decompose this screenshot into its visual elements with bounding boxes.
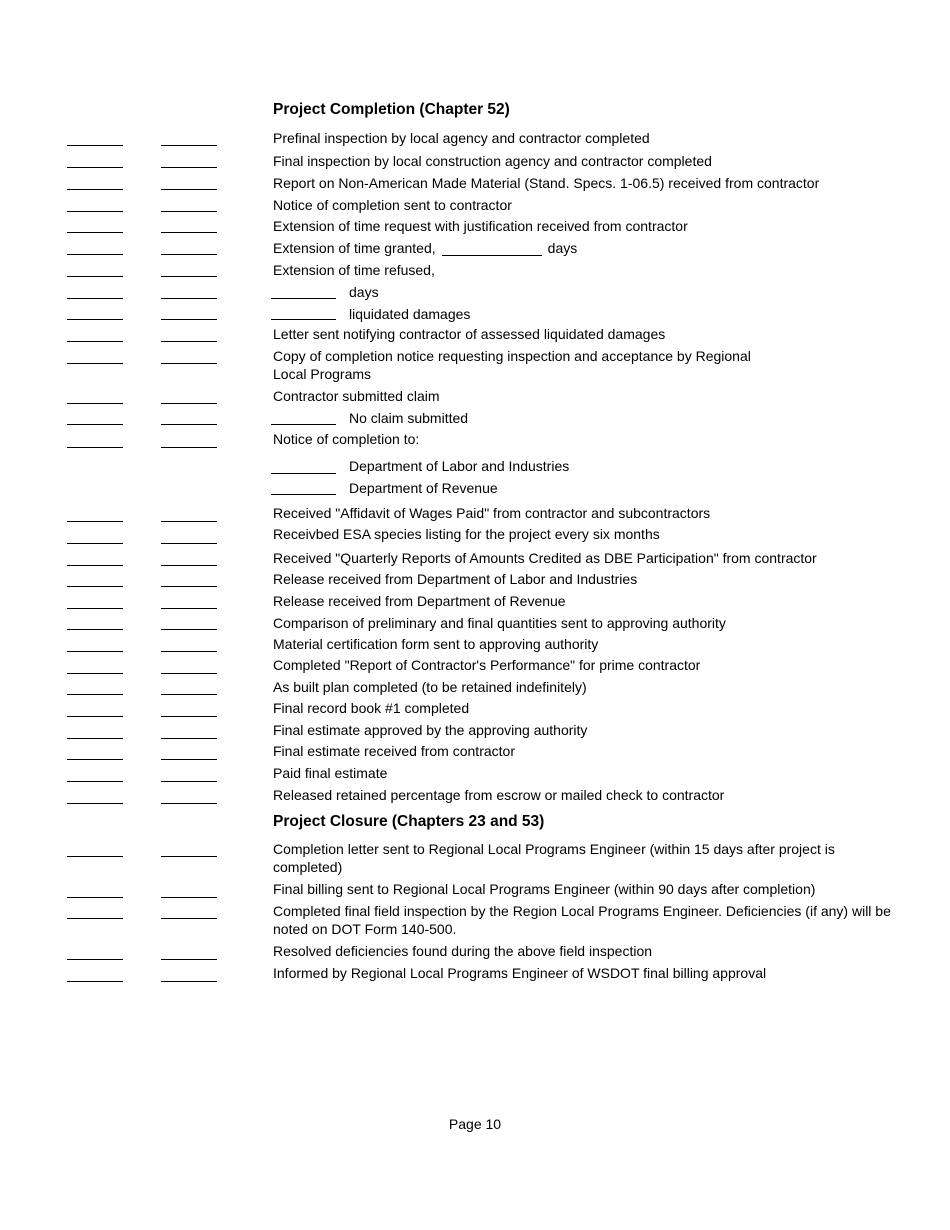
item-notice-sent: Notice of completion sent to contractor (273, 197, 512, 213)
item-no-claim: No claim submitted (349, 410, 469, 426)
date-blank[interactable] (161, 959, 217, 960)
date-blank[interactable] (161, 341, 217, 342)
date-blank[interactable] (161, 319, 217, 320)
initials-blank[interactable] (67, 918, 123, 919)
initials-blank[interactable] (67, 145, 123, 146)
item-field-inspection: Completed final field inspection by the Region Local Programs Engineer. Deficiencies (if any) will be noted on DOT Form 140-500. (273, 903, 891, 937)
initials-blank[interactable] (67, 521, 123, 522)
item-prefinal: Prefinal inspection by local agency and contractor completed (273, 130, 650, 146)
extension-granted-suffix: days (547, 240, 578, 256)
initials-blank[interactable] (67, 447, 123, 448)
section-heading-closure: Project Closure (Chapters 23 and 53) (273, 813, 545, 830)
item-dept-revenue: Department of Revenue (349, 480, 498, 496)
item-refused-days: days (349, 284, 379, 300)
initials-blank[interactable] (67, 959, 123, 960)
date-blank[interactable] (161, 981, 217, 982)
initials-blank[interactable] (67, 565, 123, 566)
item-final-inspection: Final inspection by local construction agency and contractor completed (273, 153, 712, 169)
initials-blank[interactable] (67, 543, 123, 544)
item-affidavit: Received "Affidavit of Wages Paid" from contractor and subcontractors (273, 505, 711, 521)
initials-blank[interactable] (67, 232, 123, 233)
initials-blank[interactable] (67, 651, 123, 652)
date-blank[interactable] (161, 565, 217, 566)
initials-blank[interactable] (67, 403, 123, 404)
item-final-billing: Final billing sent to Regional Local Programs Engineer (within 90 days after completion) (273, 881, 816, 897)
item-paid-estimate: Paid final estimate (273, 765, 388, 781)
date-blank[interactable] (161, 608, 217, 609)
initials-blank[interactable] (67, 759, 123, 760)
item-performance: Completed "Report of Contractor's Performance" for prime contractor (273, 657, 701, 673)
date-blank[interactable] (161, 781, 217, 782)
item-extension-refused: Extension of time refused, (273, 262, 435, 278)
date-blank[interactable] (161, 211, 217, 212)
initials-blank[interactable] (67, 319, 123, 320)
extension-granted-prefix: Extension of time granted, (273, 240, 436, 256)
item-as-built: As built plan completed (to be retained indefinitely) (273, 679, 587, 695)
item-dbe: Received "Quarterly Reports of Amounts Credited as DBE Participation" from contractor (273, 550, 817, 566)
item-completion-letter: Completion letter sent to Regional Local Programs Engineer (within 15 days after project is completed) (273, 841, 835, 875)
section-heading-completion: Project Completion (Chapter 52) (273, 101, 510, 118)
item-refused-damages: liquidated damages (349, 306, 471, 322)
date-blank[interactable] (161, 918, 217, 919)
initials-blank[interactable] (67, 856, 123, 857)
date-blank[interactable] (161, 363, 217, 364)
initials-blank[interactable] (67, 586, 123, 587)
date-blank[interactable] (161, 403, 217, 404)
date-blank[interactable] (161, 189, 217, 190)
date-blank[interactable] (161, 856, 217, 857)
date-blank[interactable] (161, 694, 217, 695)
item-copy-notice: Copy of completion notice requesting inspection and acceptance by Regional Local Programs (273, 348, 751, 382)
date-blank[interactable] (161, 424, 217, 425)
dept-labor-blank[interactable] (271, 473, 336, 474)
initials-blank[interactable] (67, 608, 123, 609)
item-comparison: Comparison of preliminary and final quantities sent to approving authority (273, 615, 726, 631)
date-blank[interactable] (161, 447, 217, 448)
item-notice-to: Notice of completion to: (273, 431, 420, 447)
extension-days-blank[interactable] (442, 241, 542, 256)
date-blank[interactable] (161, 276, 217, 277)
date-blank[interactable] (161, 716, 217, 717)
item-release-labor: Release received from Department of Labor and Industries (273, 571, 638, 587)
item-non-american: Report on Non-American Made Material (Stand. Specs. 1-06.5) received from contractor (273, 175, 820, 191)
initials-blank[interactable] (67, 716, 123, 717)
date-blank[interactable] (161, 759, 217, 760)
date-blank[interactable] (161, 803, 217, 804)
initials-blank[interactable] (67, 738, 123, 739)
date-blank[interactable] (161, 629, 217, 630)
item-esa: Receivbed ESA species listing for the project every six months (273, 526, 660, 542)
initials-blank[interactable] (67, 981, 123, 982)
initials-blank[interactable] (67, 694, 123, 695)
date-blank[interactable] (161, 673, 217, 674)
item-claim-submitted: Contractor submitted claim (273, 388, 440, 404)
initials-blank[interactable] (67, 803, 123, 804)
date-blank[interactable] (161, 145, 217, 146)
item-released-retained: Released retained percentage from escrow or mailed check to contractor (273, 787, 725, 803)
initials-blank[interactable] (67, 897, 123, 898)
initials-blank[interactable] (67, 298, 123, 299)
initials-blank[interactable] (67, 629, 123, 630)
dept-revenue-blank[interactable] (271, 494, 336, 495)
item-extension-request: Extension of time request with justification received from contractor (273, 218, 688, 234)
initials-blank[interactable] (67, 189, 123, 190)
date-blank[interactable] (161, 254, 217, 255)
initials-blank[interactable] (67, 781, 123, 782)
initials-blank[interactable] (67, 363, 123, 364)
item-record-book: Final record book #1 completed (273, 700, 470, 716)
date-blank[interactable] (161, 543, 217, 544)
date-blank[interactable] (161, 738, 217, 739)
item-resolved: Resolved deficiencies found during the above field inspection (273, 943, 653, 959)
date-blank[interactable] (161, 897, 217, 898)
no-claim-blank[interactable] (271, 424, 336, 425)
date-blank[interactable] (161, 167, 217, 168)
date-blank[interactable] (161, 298, 217, 299)
page-number: Page 10 (448, 1116, 502, 1132)
date-blank[interactable] (161, 521, 217, 522)
item-letter-damages: Letter sent notifying contractor of assessed liquidated damages (273, 326, 666, 342)
item-release-revenue: Release received from Department of Revenue (273, 593, 566, 609)
initials-blank[interactable] (67, 211, 123, 212)
initials-blank[interactable] (67, 167, 123, 168)
date-blank[interactable] (161, 586, 217, 587)
initials-blank[interactable] (67, 673, 123, 674)
item-extension-granted (273, 239, 577, 257)
item-informed: Informed by Regional Local Programs Engineer of WSDOT final billing approval (273, 965, 767, 981)
initials-blank[interactable] (67, 341, 123, 342)
date-blank[interactable] (161, 651, 217, 652)
item-material-cert: Material certification form sent to approving authority (273, 636, 599, 652)
date-blank[interactable] (161, 232, 217, 233)
initials-blank[interactable] (67, 276, 123, 277)
item-estimate-received: Final estimate received from contractor (273, 743, 515, 759)
initials-blank[interactable] (67, 254, 123, 255)
refused-days-blank[interactable] (271, 298, 336, 299)
refused-damages-blank[interactable] (271, 319, 336, 320)
item-dept-labor: Department of Labor and Industries (349, 458, 570, 474)
item-estimate-approved: Final estimate approved by the approving authority (273, 722, 588, 738)
initials-blank[interactable] (67, 424, 123, 425)
